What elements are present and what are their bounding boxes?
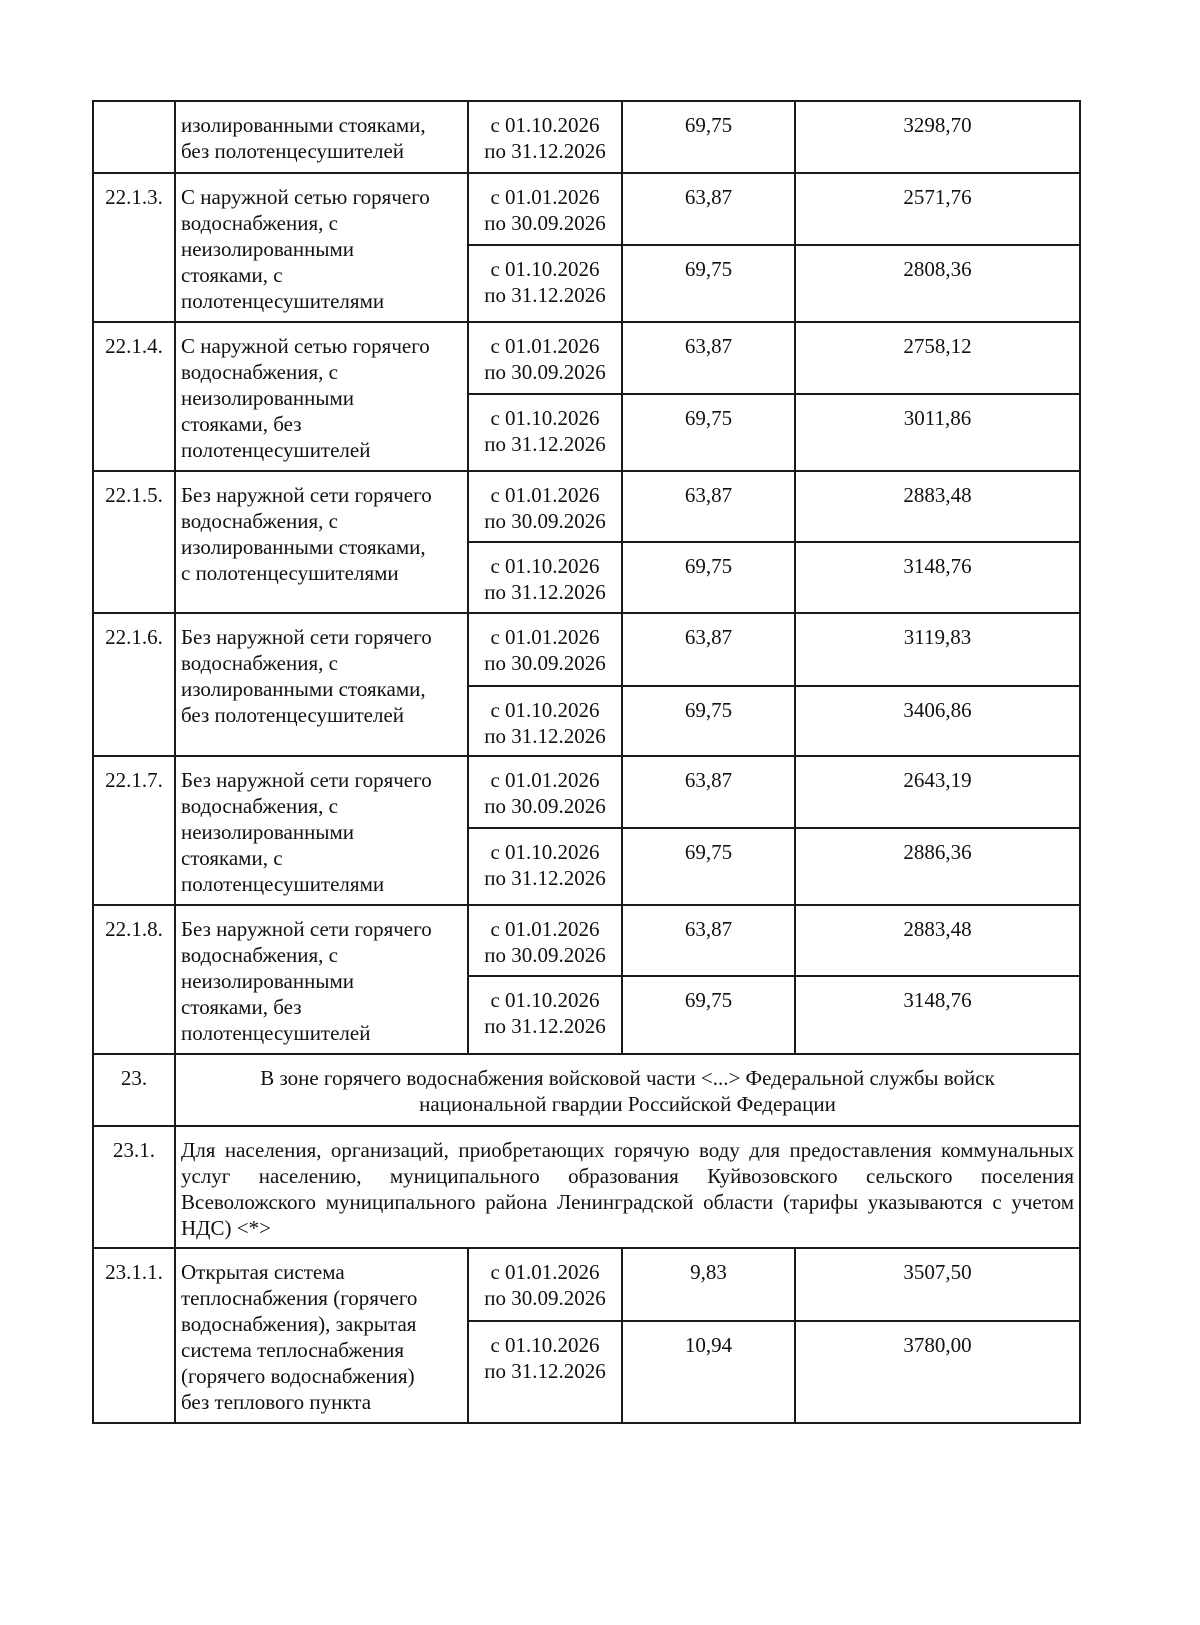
period-cell: с 01.10.2026 по 31.12.2026 <box>468 976 622 1054</box>
table-row <box>93 1248 1080 1321</box>
item-number <box>93 101 175 173</box>
tariff-cell: 2883,48 <box>795 905 1080 976</box>
section-row <box>93 1054 1080 1126</box>
tariff-cell: 3119,83 <box>795 613 1080 686</box>
rate-cell: 69,75 <box>622 686 795 756</box>
period-cell: с 01.01.2026 по 30.09.2026 <box>468 471 622 542</box>
table-row <box>93 905 1080 976</box>
item-description: Без наружной сети горячего водоснабжения, с изолированными стояками, с полотенцесушителями <box>175 471 468 613</box>
item-number: 22.1.5. <box>93 471 175 613</box>
rate-cell: 69,75 <box>622 394 795 471</box>
table-row <box>93 322 1080 394</box>
period-cell: с 01.10.2026 по 31.12.2026 <box>468 394 622 471</box>
section-heading: В зоне горячего водоснабжения войсковой части <...> Федеральной службы войск национальной гвардии Российской Федерации <box>175 1054 1080 1126</box>
item-number: 22.1.3. <box>93 173 175 322</box>
rate-cell: 63,87 <box>622 471 795 542</box>
rate-cell: 69,75 <box>622 245 795 322</box>
rate-cell: 10,94 <box>622 1321 795 1423</box>
tariff-cell: 3148,76 <box>795 976 1080 1054</box>
rate-cell: 69,75 <box>622 976 795 1054</box>
rate-cell: 63,87 <box>622 322 795 394</box>
period-cell: с 01.01.2026 по 30.09.2026 <box>468 1248 622 1321</box>
period-cell: с 01.01.2026 по 30.09.2026 <box>468 322 622 394</box>
item-number: 22.1.6. <box>93 613 175 756</box>
tariff-cell: 2758,12 <box>795 322 1080 394</box>
item-number: 23.1. <box>93 1126 175 1248</box>
rate-cell: 69,75 <box>622 828 795 905</box>
rate-cell: 63,87 <box>622 756 795 828</box>
rate-cell: 69,75 <box>622 542 795 613</box>
tariff-cell: 3298,70 <box>795 101 1080 173</box>
rate-cell: 69,75 <box>622 101 795 173</box>
table-row <box>93 173 1080 245</box>
tariff-cell: 2808,36 <box>795 245 1080 322</box>
tariff-cell: 2883,48 <box>795 471 1080 542</box>
rate-cell: 63,87 <box>622 905 795 976</box>
period-cell: с 01.01.2026 по 30.09.2026 <box>468 173 622 245</box>
rate-cell: 63,87 <box>622 613 795 686</box>
period-cell: с 01.01.2026 по 30.09.2026 <box>468 613 622 686</box>
item-description: Без наружной сети горячего водоснабжения, с изолированными стояками, без полотенцесушителей <box>175 613 468 756</box>
item-description: С наружной сетью горячего водоснабжения, с неизолированными стояками, без полотенцесушителей <box>175 322 468 471</box>
item-number: 23. <box>93 1054 175 1126</box>
period-cell: с 01.01.2026 по 30.09.2026 <box>468 756 622 828</box>
rate-cell: 63,87 <box>622 173 795 245</box>
item-number: 22.1.8. <box>93 905 175 1054</box>
table-row <box>93 756 1080 828</box>
item-description: Без наружной сети горячего водоснабжения, с неизолированными стояками, без полотенцесушителей <box>175 905 468 1054</box>
item-description: Без наружной сети горячего водоснабжения, с неизолированными стояками, с полотенцесушителями <box>175 756 468 905</box>
period-cell: с 01.10.2026 по 31.12.2026 <box>468 1321 622 1423</box>
item-number: 22.1.7. <box>93 756 175 905</box>
tariff-cell: 3780,00 <box>795 1321 1080 1423</box>
table-row <box>93 471 1080 542</box>
item-description: С наружной сетью горячего водоснабжения, с неизолированными стояками, с полотенцесушителями <box>175 173 468 322</box>
item-number: 22.1.4. <box>93 322 175 471</box>
tariff-table <box>92 100 1081 1424</box>
period-cell: с 01.10.2026 по 31.12.2026 <box>468 542 622 613</box>
item-number: 23.1.1. <box>93 1248 175 1423</box>
period-cell: с 01.10.2026 по 31.12.2026 <box>468 245 622 322</box>
section-row <box>93 1126 1080 1248</box>
tariff-cell: 3148,76 <box>795 542 1080 613</box>
table-row <box>93 101 1080 173</box>
period-cell: с 01.10.2026 по 31.12.2026 <box>468 101 622 173</box>
period-cell: с 01.10.2026 по 31.12.2026 <box>468 828 622 905</box>
tariff-cell: 2571,76 <box>795 173 1080 245</box>
rate-cell: 9,83 <box>622 1248 795 1321</box>
item-description: изолированными стояками, без полотенцесушителей <box>175 101 468 173</box>
tariff-cell: 3406,86 <box>795 686 1080 756</box>
section-heading: Для населения, организаций, приобретающих горячую воду для предоставления коммунальных услуг населению, муниципального образования Куйвозовского сельского поселения Всеволожского муниципального района Ленинградской области (тарифы указываются с учетом НДС) <*> <box>175 1126 1080 1248</box>
period-cell: с 01.10.2026 по 31.12.2026 <box>468 686 622 756</box>
tariff-cell: 2886,36 <box>795 828 1080 905</box>
tariff-cell: 3011,86 <box>795 394 1080 471</box>
period-cell: с 01.01.2026 по 30.09.2026 <box>468 905 622 976</box>
tariff-cell: 3507,50 <box>795 1248 1080 1321</box>
item-description: Открытая система теплоснабжения (горячего водоснабжения), закрытая система теплоснабжения (горячего водоснабжения) без теплового пункта <box>175 1248 468 1423</box>
tariff-cell: 2643,19 <box>795 756 1080 828</box>
table-row <box>93 613 1080 686</box>
